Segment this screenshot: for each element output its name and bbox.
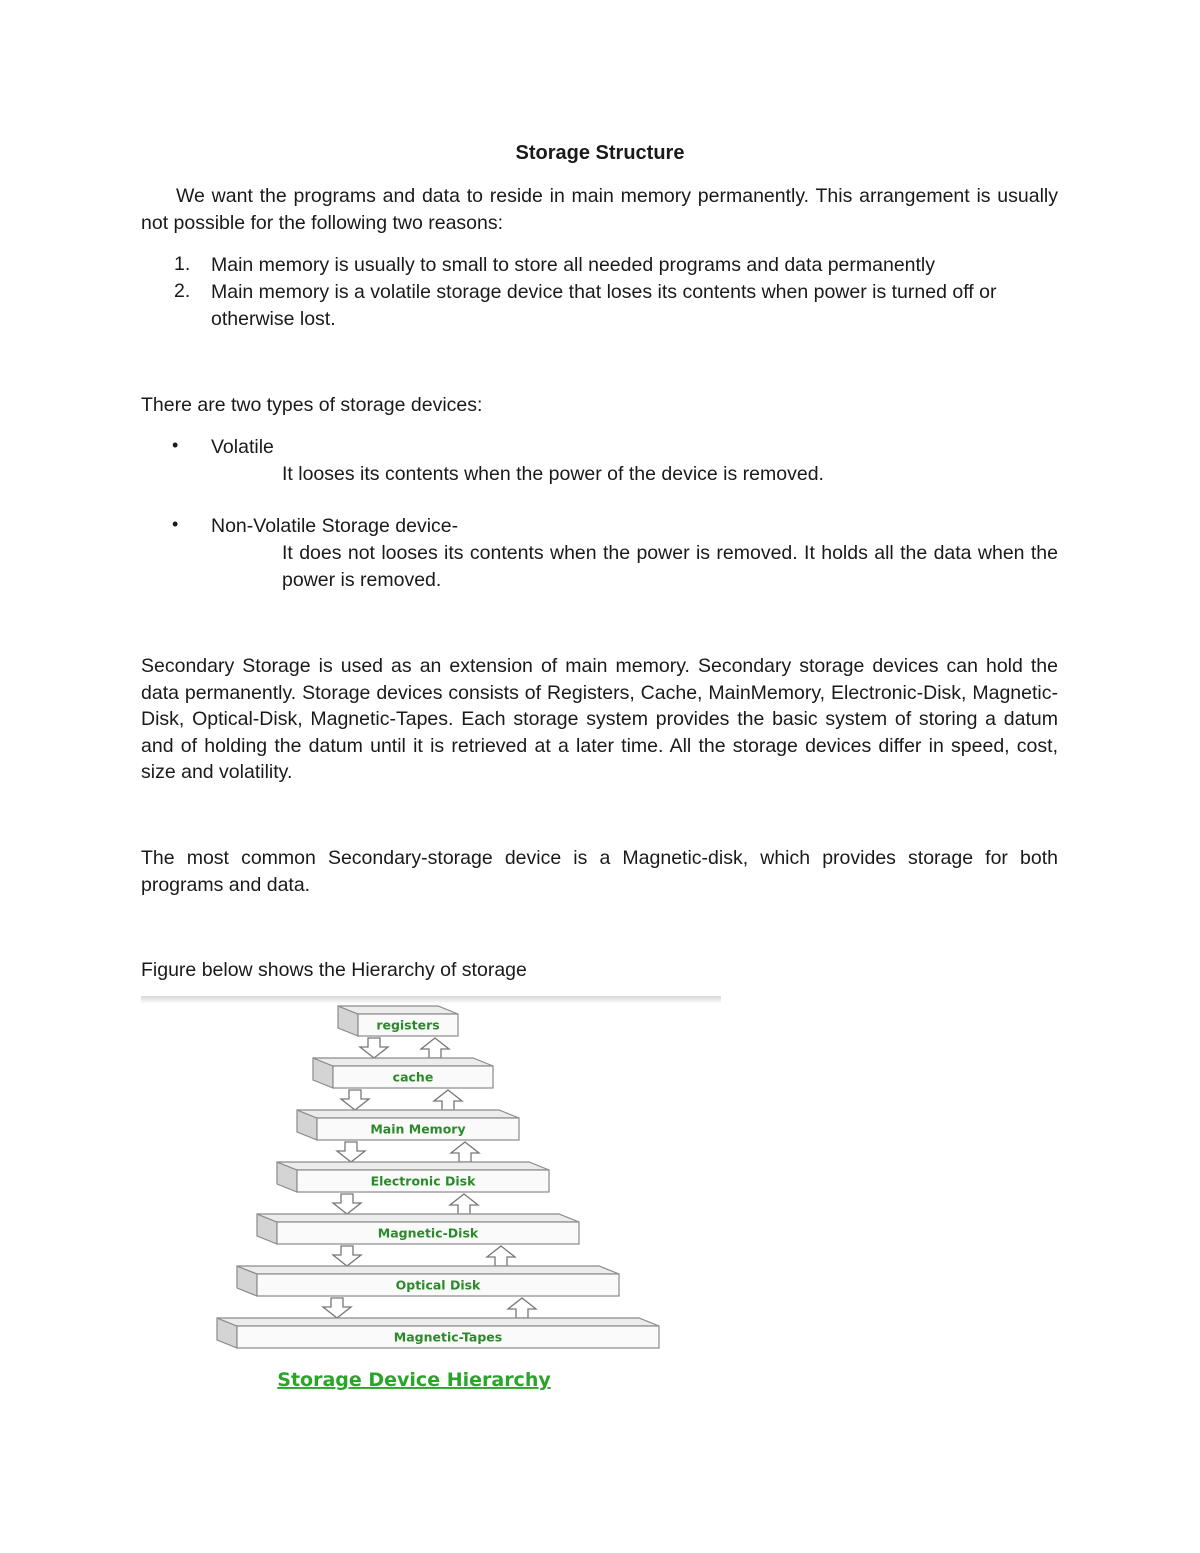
up-arrow-icon: [434, 1090, 462, 1110]
up-arrow-icon: [451, 1142, 479, 1162]
page-title: Storage Structure: [515, 142, 685, 164]
level-top-face: [277, 1162, 549, 1170]
level-label: registers: [376, 1017, 440, 1033]
level-label: Magnetic-Tapes: [393, 1329, 503, 1345]
type-description: It does not looses its contents when the power is removed. It holds all the data when the power is removed.: [282, 542, 1058, 591]
up-arrow-icon: [508, 1298, 536, 1318]
up-arrow-icon: [421, 1038, 449, 1058]
down-arrow-icon: [323, 1298, 351, 1318]
types-intro: There are two types of storage devices:: [141, 394, 483, 416]
hierarchy-level: [297, 1110, 519, 1140]
down-arrow-icon: [360, 1038, 388, 1058]
intro-paragraph: We want the programs and data to reside in main memory permanently. This arrangement is usually not possible for the following two reasons:: [141, 185, 1058, 234]
level-label: Main Memory: [370, 1121, 466, 1137]
figure-top-border: [141, 996, 721, 1004]
hierarchy-level: [217, 1318, 659, 1348]
type-name: Volatile: [211, 436, 274, 458]
magnetic-disk-paragraph: The most common Secondary-storage device is a Magnetic-disk, which provides storage for both programs and data.: [141, 847, 1058, 896]
down-arrow-icon: [333, 1194, 361, 1214]
level-top-face: [338, 1006, 458, 1014]
up-arrow-icon: [450, 1194, 478, 1214]
hierarchy-level: [257, 1214, 579, 1244]
level-top-face: [217, 1318, 659, 1326]
bullet-icon: •: [172, 435, 179, 455]
secondary-storage-paragraph: Secondary Storage is used as an extension of main memory. Secondary storage devices can hold the data permanently. Storage devices consists of Registers, Cache, MainMemory, Electronic-Disk, Magnetic-Disk, Optical-Disk, Magnetic-Tapes. Each storage system provides the basic system of storing a datum and of holding the datum until it is retrieved at a later time. All the storage devices differ in speed, cost, size and volatility.: [141, 655, 1058, 783]
level-label: cache: [392, 1069, 434, 1085]
level-top-face: [257, 1214, 579, 1222]
hierarchy-level: [313, 1058, 493, 1088]
level-label: Magnetic-Disk: [377, 1225, 479, 1241]
level-top-face: [313, 1058, 493, 1066]
figure-intro: Figure below shows the Hierarchy of storage: [141, 959, 527, 981]
hierarchy-level: [237, 1266, 619, 1296]
hierarchy-level: [277, 1162, 549, 1192]
hierarchy-levels: [217, 1006, 659, 1348]
list-item: Main memory is usually to small to store all needed programs and data permanently: [211, 254, 936, 276]
bullet-icon: •: [172, 514, 179, 534]
list-number: 2.: [174, 280, 191, 302]
down-arrow-icon: [333, 1246, 361, 1266]
list-item: Main memory is a volatile storage device that loses its contents when power is turned off or otherwise lost.: [211, 281, 997, 330]
level-top-face: [237, 1266, 619, 1274]
type-name: Non-Volatile Storage device-: [211, 515, 459, 537]
level-label: Optical Disk: [395, 1277, 481, 1293]
up-arrow-icon: [487, 1246, 515, 1266]
down-arrow-icon: [337, 1142, 365, 1162]
storage-hierarchy-figure: [141, 996, 721, 1396]
list-number: 1.: [174, 253, 191, 275]
level-top-face: [297, 1110, 519, 1118]
figure-caption: Storage Device Hierarchy: [277, 1369, 551, 1391]
type-description: It looses its contents when the power of the device is removed.: [282, 463, 824, 485]
level-label: Electronic Disk: [370, 1173, 476, 1189]
down-arrow-icon: [341, 1090, 369, 1110]
hierarchy-level: [338, 1006, 458, 1036]
